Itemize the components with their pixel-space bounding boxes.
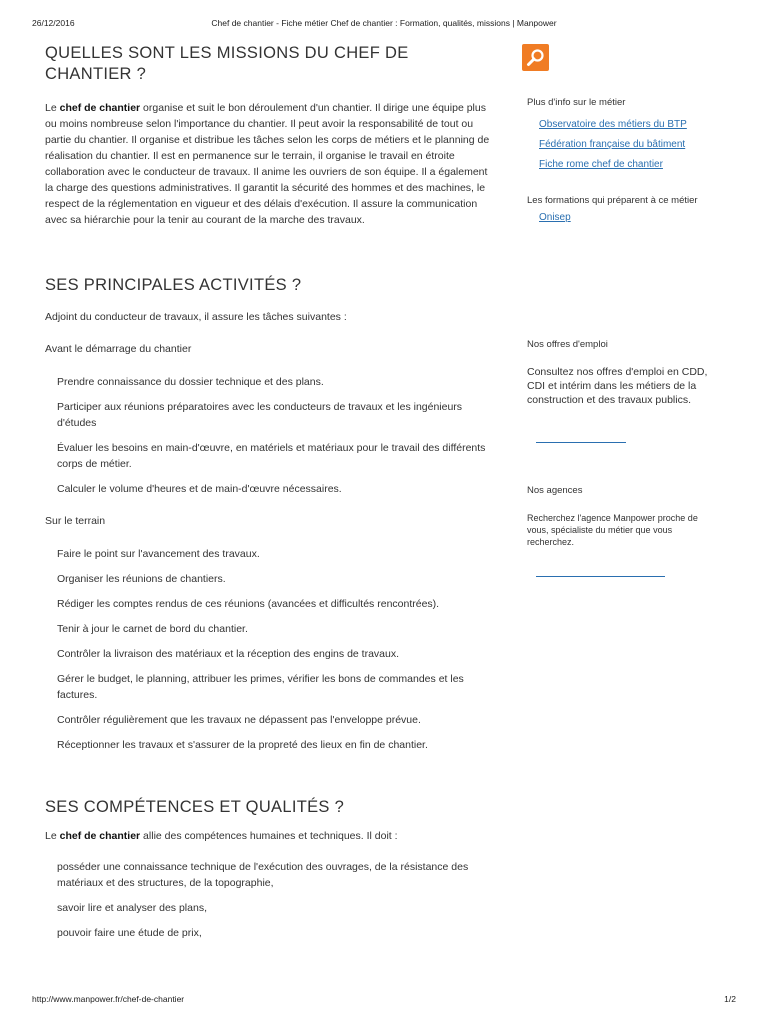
list-item: pouvoir faire une étude de prix,: [57, 927, 202, 939]
on-site-label: Sur le terrain: [45, 515, 106, 527]
print-footer: [32, 994, 736, 1006]
list-item: Calculer le volume d'heures et de main-d'œuvre nécessaires.: [57, 483, 342, 495]
agencies-link-underline[interactable]: [536, 576, 665, 577]
sidebar: [527, 44, 735, 577]
missions-paragraph: [45, 100, 495, 228]
list-item: posséder une connaissance technique de l'exécution des ouvrages, de la résistance des matériaux et des structures, de la topographie,: [57, 861, 469, 889]
print-header: [32, 18, 736, 30]
job-offers-text: Consultez nos offres d'emploi en CDD, CDI et intérim dans les métiers de la construction et des travaux publics.: [527, 366, 708, 406]
skills-list: [45, 859, 495, 941]
list-item: Gérer le budget, le planning, attribuer les primes, vérifier les bons de commandes et les factures.: [57, 673, 464, 701]
before-start-label: Avant le démarrage du chantier: [45, 343, 192, 355]
link-fiche-rome[interactable]: Fiche rome chef de chantier: [539, 159, 663, 170]
missions-intro-prefix: Le: [45, 102, 60, 114]
list-item: Tenir à jour le carnet de bord du chantier.: [57, 623, 248, 635]
training-heading: Les formations qui préparent à ce métier: [527, 195, 698, 206]
on-site-list: [45, 546, 495, 753]
before-start-list: [45, 374, 495, 497]
activities-section: [45, 275, 495, 753]
job-offers-link-underline[interactable]: [536, 442, 626, 443]
missions-heading: [45, 43, 495, 85]
search-icon: [526, 48, 545, 67]
activities-intro: Adjoint du conducteur de travaux, il assure les tâches suivantes :: [45, 311, 347, 323]
print-page-title: Chef de chantier - Fiche métier Chef de chantier : Formation, qualités, missions | Manpower: [211, 18, 557, 28]
more-info-links: [527, 119, 735, 171]
link-onisep[interactable]: Onisep: [539, 212, 571, 223]
list-item: Organiser les réunions de chantiers.: [57, 573, 226, 585]
main-content: [45, 38, 495, 941]
more-info-heading: Plus d'info sur le métier: [527, 97, 626, 108]
print-date: 26/12/2016: [32, 18, 75, 28]
page-number: 1/2: [724, 994, 736, 1004]
missions-heading-line2: CHANTIER ?: [45, 65, 147, 83]
skills-intro-prefix: Le: [45, 830, 60, 842]
search-button[interactable]: [522, 44, 549, 71]
missions-heading-line1: QUELLES SONT LES MISSIONS DU CHEF DE: [45, 44, 409, 62]
job-title-bold: chef de chantier: [59, 830, 141, 842]
link-observatoire-btp[interactable]: Observatoire des métiers du BTP: [539, 119, 687, 130]
list-item: Rédiger les comptes rendus de ces réunions (avancées et difficultés rencontrées).: [57, 598, 440, 610]
list-item: Faire le point sur l'avancement des travaux.: [57, 548, 260, 560]
link-federation-batiment[interactable]: Fédération française du bâtiment: [539, 139, 686, 150]
print-url: http://www.manpower.fr/chef-de-chantier: [32, 994, 185, 1004]
list-item: Contrôler régulièrement que les travaux ne dépassent pas l'enveloppe prévue.: [57, 714, 421, 726]
job-offers-heading: Nos offres d'emploi: [527, 339, 608, 350]
agencies-text: Recherchez l'agence Manpower proche de vous, spécialiste du métier que vous recherchez.: [527, 513, 698, 547]
activities-heading: SES PRINCIPALES ACTIVITÉS ?: [45, 276, 302, 294]
missions-section: [45, 43, 495, 228]
skills-intro-text: allie des compétences humaines et techniques. Il doit :: [140, 830, 398, 842]
agencies-heading: Nos agences: [527, 485, 583, 496]
list-item: Participer aux réunions préparatoires avec les conducteurs de travaux et les ingénieurs d'études: [57, 401, 463, 429]
skills-intro: [45, 828, 495, 844]
list-item: savoir lire et analyser des plans,: [57, 902, 207, 914]
list-item: Évaluer les besoins en main-d'œuvre, en matériels et matériaux pour le travail des différents corps de métier.: [57, 442, 486, 470]
list-item: Réceptionner les travaux et s'assurer de la propreté des lieux en fin de chantier.: [57, 739, 428, 751]
missions-intro-text: organise et suit le bon déroulement d'un chantier. Il dirige une équipe plus ou moins nombreuse selon l'importance du chantier. Il peut avoir la responsabilité de tout ou partie du chantier. Il organise et distribue les tâches selon les corps de métiers et le planning de réalisation du chantier. Il est en permanence sur le terrain, il organise le travail en étroite collaboration avec le conducteur de travaux. Il anime les ouvriers de son équipe. Il a également la charge des questions administratives. Il garantit la sécurité des hommes et des machines, le respect de la réglementation en vigueur et des délais d'exécution. Il assure la communication avec sa hiérarchie pour la tenir au courant de la marche des travaux.: [45, 102, 490, 226]
list-item: Contrôler la livraison des matériaux et la réception des engins de travaux.: [57, 648, 400, 660]
job-title-bold: chef de chantier: [59, 102, 141, 114]
list-item: Prendre connaissance du dossier technique et des plans.: [57, 376, 324, 388]
skills-section: [45, 797, 495, 941]
skills-heading: SES COMPÉTENCES ET QUALITÉS ?: [45, 798, 345, 816]
